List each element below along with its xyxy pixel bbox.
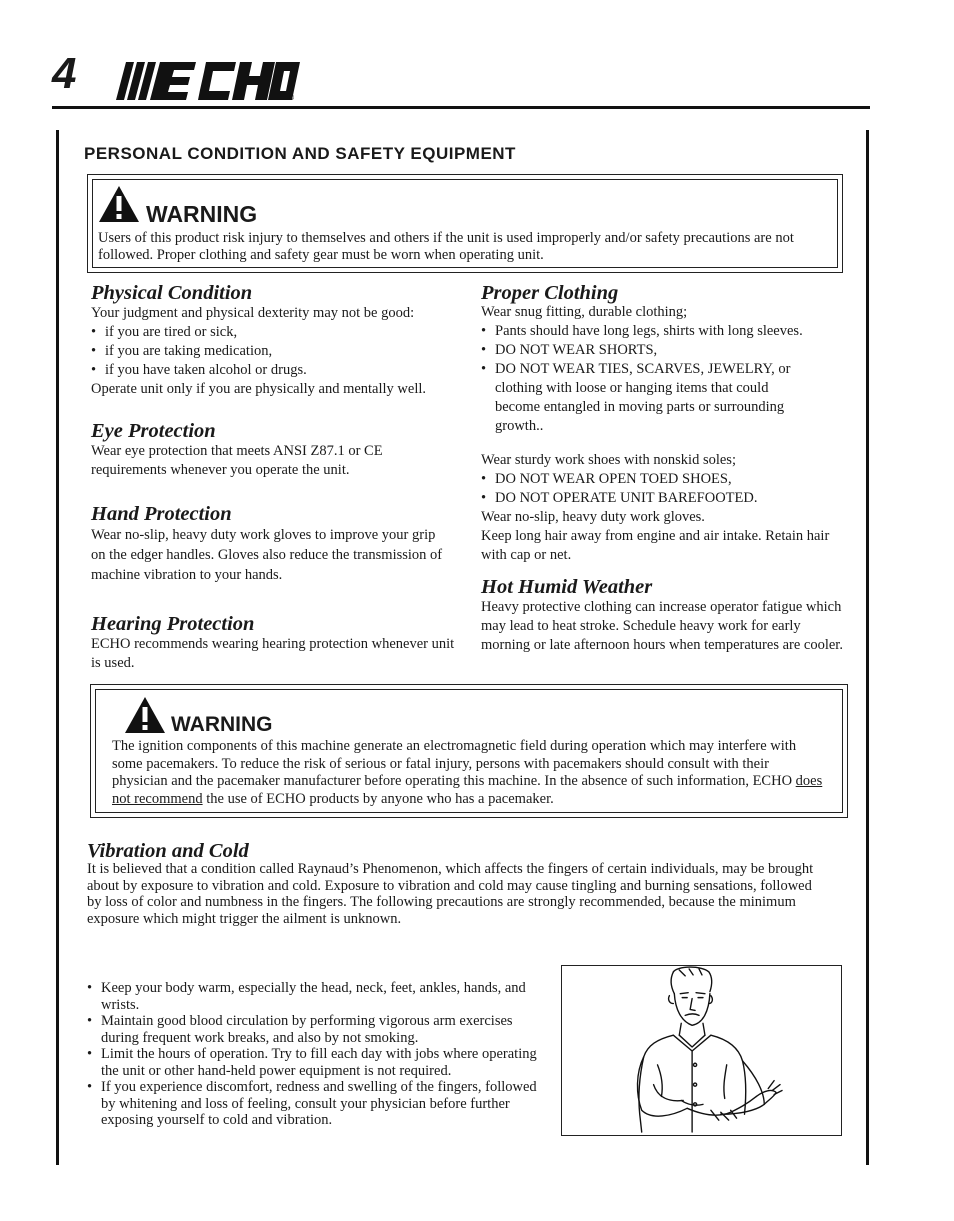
shoe-item: • DO NOT WEAR OPEN TOED SHOES, <box>481 470 836 489</box>
hair-note: Keep long hair away from engine and air intake. Retain hair with cap or net. <box>481 528 830 563</box>
warning-triangle-icon <box>124 696 166 734</box>
gloves-note: Wear no-slip, heavy duty work gloves. <box>481 509 705 525</box>
physical-condition-heading: Physical Condition <box>91 282 253 304</box>
clothing-intro: Wear snug fitting, durable clothing; <box>481 304 688 320</box>
precaution-item: • Limit the hours of operation. Try to fill each day with jobs where operating the unit or other hand-held power equipment is not required. <box>87 1046 537 1079</box>
page-number: 4 <box>52 49 77 98</box>
does-not-recommend-link[interactable]: does not recommend <box>112 773 823 807</box>
clothing-item: • DO NOT WEAR TIES, SCARVES, JEWELRY, or clothing with loose or hanging items that could become entangled in moving parts or surrounding growth.. <box>481 360 815 436</box>
clothing-item: • Pants should have long legs, shirts with long sleeves. <box>481 322 836 341</box>
shoe-item: • DO NOT OPERATE UNIT BAREFOOTED. <box>481 489 836 508</box>
physical-item: • if you are tired or sick, <box>91 323 466 342</box>
raynauds-illustration-frame <box>561 965 842 1136</box>
precaution-item: • Keep your body warm, especially the head, neck, feet, ankles, hands, and wrists. <box>87 980 537 1013</box>
hot-humid-heading: Hot Humid Weather <box>481 576 653 598</box>
proper-clothing-body <box>481 303 836 565</box>
vibration-cold-text: It is believed that a condition called Raynaud’s Phenomenon, which affects the fingers of certain individuals, may be brought about by exposure to vibration and cold. Exposure to vibration and cold may cause tingling and burning sensations, followed by loss of color and numbness in the fingers. The following precautions are strongly recommended, because the minimum exposure which might trigger the ailment is unknown. <box>87 861 814 927</box>
section-title: PERSONAL CONDITION AND SAFETY EQUIPMENT <box>84 144 516 163</box>
hot-humid-text: Heavy protective clothing can increase operator fatigue which may lead to heat stroke. Schedule heavy work for early morning or late afternoon hours when temperatures are cooler. <box>481 599 843 653</box>
warning-label: WARNING <box>171 713 273 736</box>
warning-text: Users of this product risk injury to themselves and others if the unit is used improperly and/or safety precautions are not followed. Proper clothing and safety gear must be worn when operating unit. <box>98 230 794 263</box>
hearing-protection-heading: Hearing Protection <box>91 613 255 635</box>
eye-protection-heading: Eye Protection <box>91 420 216 442</box>
proper-clothing-heading: Proper Clothing <box>481 282 619 304</box>
eye-protection-text: Wear eye protection that meets ANSI Z87.1 or CE requirements whenever you operate the unit. <box>91 443 383 478</box>
physical-item: • if you are taking medication, <box>91 342 466 361</box>
warning-triangle-icon <box>98 185 140 223</box>
man-holding-hands-illustration <box>562 966 841 1135</box>
hand-protection-heading: Hand Protection <box>91 503 232 525</box>
left-margin-rule <box>56 130 59 1165</box>
hand-protection-text: Wear no-slip, heavy duty work gloves to improve your grip on the edger handles. Gloves also reduce the transmission of machine vibration to your hands. <box>91 527 443 583</box>
physical-item: • if you have taken alcohol or drugs. <box>91 361 466 380</box>
physical-intro: Your judgment and physical dexterity may not be good: <box>91 305 415 321</box>
precaution-item: • Maintain good blood circulation by performing vigorous arm exercises during frequent work breaks, and also by not smoking. <box>87 1013 537 1046</box>
warning-box-general <box>87 174 843 273</box>
precaution-item: • If you experience discomfort, redness and swelling of the fingers, followed by whitening and loss of feeling, consult your physician before further exposing yourself to cold and vibration. <box>87 1079 537 1129</box>
vibration-cold-heading: Vibration and Cold <box>87 840 249 862</box>
clothing-item: • DO NOT WEAR SHORTS, <box>481 341 836 360</box>
shoes-intro: Wear sturdy work shoes with nonskid soles; <box>481 452 736 468</box>
header-rule <box>52 106 870 109</box>
warning-box-pacemaker <box>90 684 848 818</box>
warning-label: WARNING <box>146 201 258 227</box>
pacemaker-warning-text: The ignition components of this machine generate an electromagnetic field during operation which may interfere with some pacemakers. To reduce the risk of serious or fatal injury, persons with pacemakers should consult with their physician and the pacemaker manufacturer before operating this machine. In the absence of such information, ECHO does not recommend the use of ECHO products by anyone who has a pacemaker. <box>112 738 823 807</box>
svg-text:®: ® <box>288 94 295 102</box>
vibration-precautions-list <box>87 980 537 1129</box>
hearing-protection-text: ECHO recommends wearing hearing protection whenever unit is used. <box>91 636 455 671</box>
echo-logo <box>112 60 302 102</box>
physical-outro: Operate unit only if you are physically and mentally well. <box>91 381 427 397</box>
right-margin-rule <box>866 130 869 1165</box>
physical-condition-body <box>91 304 466 399</box>
